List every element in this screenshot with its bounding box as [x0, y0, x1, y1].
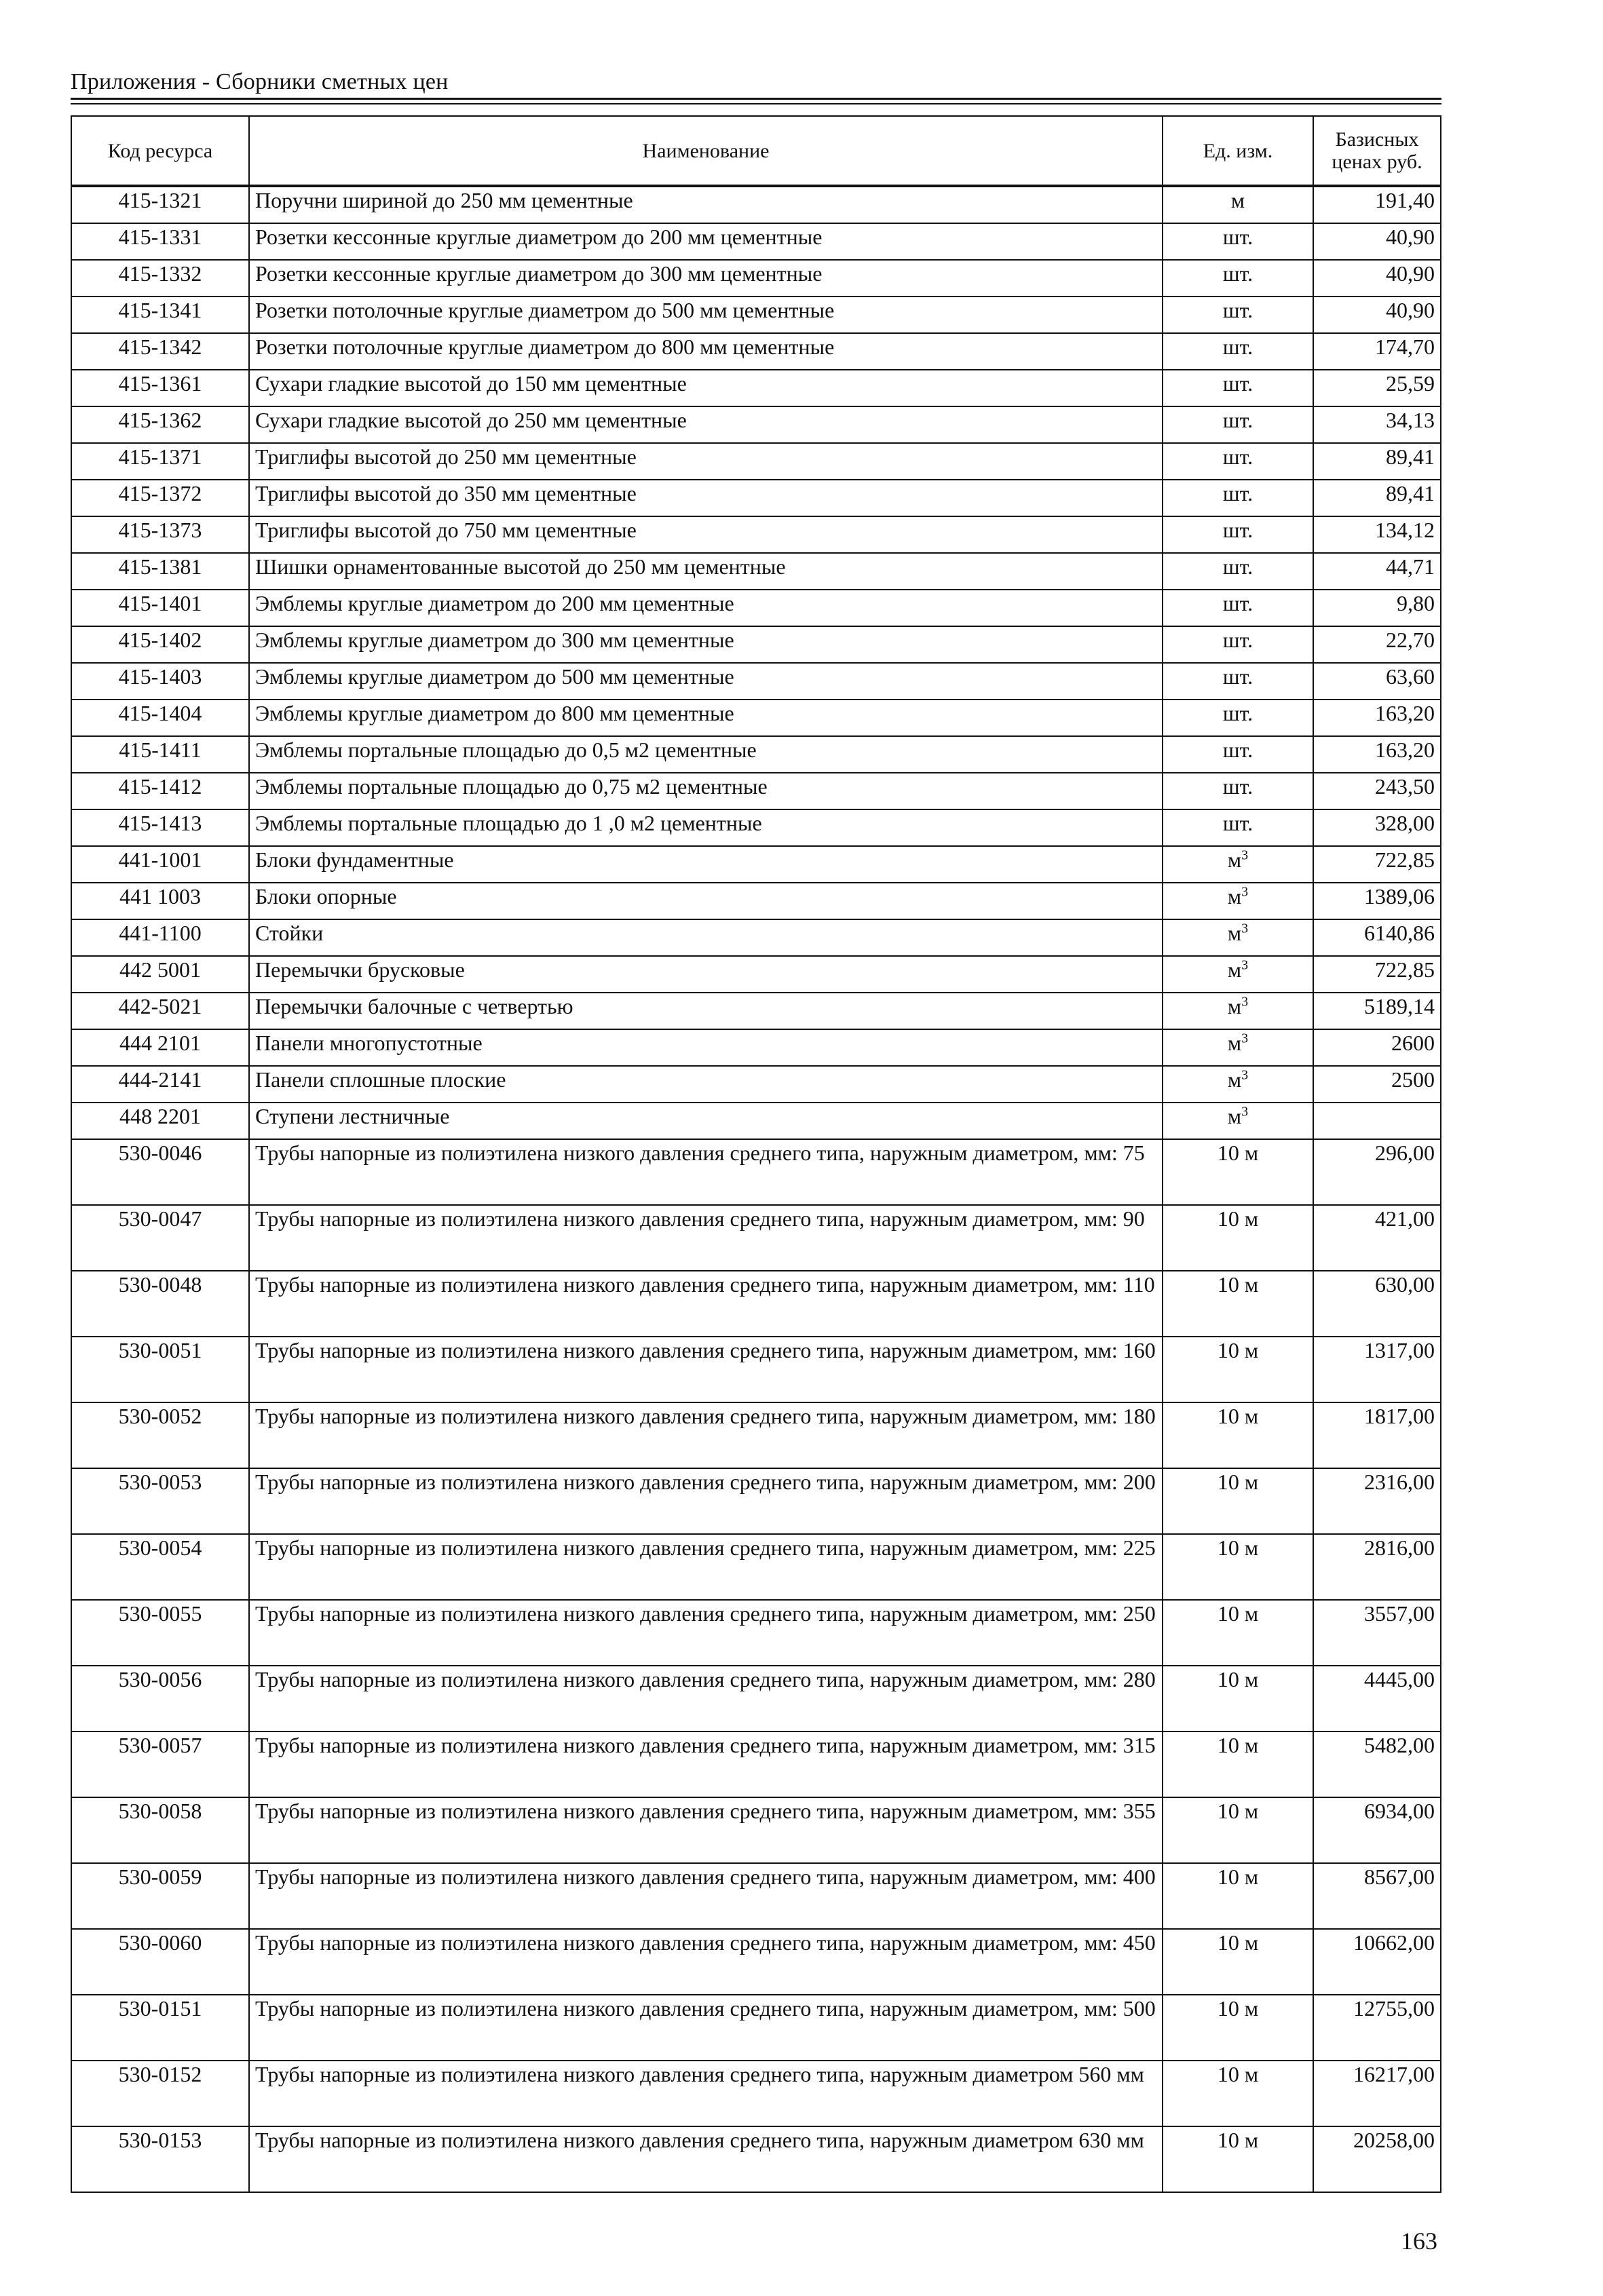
table-row: [71, 1271, 1441, 1337]
unit-cell: [1163, 1600, 1313, 1666]
unit-label: шт.: [1222, 334, 1253, 359]
unit-cell: [1163, 1337, 1313, 1402]
unit-cell: [1163, 406, 1313, 443]
resource-code-cell: 444-2141: [71, 1066, 249, 1103]
table-row: [71, 1103, 1441, 1139]
price-cell: 328,00: [1313, 809, 1441, 846]
item-name-cell: Сухари гладкие высотой до 150 мм цементные: [249, 370, 1163, 406]
table-row: [71, 516, 1441, 553]
item-name-cell: Триглифы высотой до 350 мм цементные: [249, 480, 1163, 516]
price-cell: 1317,00: [1313, 1337, 1441, 1402]
unit-cell: [1163, 590, 1313, 626]
unit-label: 10 м: [1217, 2062, 1259, 2086]
resource-code-cell: 415-1341: [71, 296, 249, 333]
unit-cell: [1163, 2126, 1313, 2192]
item-name-cell: Эмблемы портальные площадью до 0,5 м2 цементные: [249, 736, 1163, 773]
unit-cell: [1163, 1534, 1313, 1600]
unit-cell: [1163, 883, 1313, 919]
table-row: [71, 919, 1441, 956]
resource-code-cell: 415-1413: [71, 809, 249, 846]
unit-label: шт.: [1222, 444, 1253, 469]
item-name-cell: Блоки фундаментные: [249, 846, 1163, 883]
item-name-cell: Розетки кессонные круглые диаметром до 200 мм цементные: [249, 223, 1163, 260]
price-cell: 22,70: [1313, 626, 1441, 663]
unit-cell: [1163, 260, 1313, 296]
price-table: [71, 115, 1441, 2193]
resource-code-cell: 415-1404: [71, 700, 249, 736]
column-header-code: Код ресурса: [71, 116, 249, 186]
item-name-cell: Перемычки балочные с четвертью: [249, 993, 1163, 1029]
item-name-cell: Стойки: [249, 919, 1163, 956]
unit-label: шт.: [1222, 225, 1253, 249]
unit-cell: [1163, 1995, 1313, 2061]
resource-code-cell: 530-0153: [71, 2126, 249, 2192]
unit-superscript: 3: [1241, 1104, 1249, 1120]
resource-code-cell: 441-1100: [71, 919, 249, 956]
table-row: [71, 956, 1441, 993]
resource-code-cell: 415-1331: [71, 223, 249, 260]
item-name-cell: Поручни шириной до 250 мм цементные: [249, 186, 1163, 223]
unit-label: м: [1227, 1104, 1242, 1128]
price-cell: [1313, 1103, 1441, 1139]
unit-cell: [1163, 296, 1313, 333]
table-row: [71, 1929, 1441, 1995]
table-row: [71, 846, 1441, 883]
unit-cell: [1163, 1797, 1313, 1863]
unit-cell: [1163, 1731, 1313, 1797]
table-row: [71, 1468, 1441, 1534]
unit-cell: [1163, 1029, 1313, 1066]
resource-code-cell: 415-1362: [71, 406, 249, 443]
unit-label: 10 м: [1217, 1338, 1259, 1362]
price-cell: 2816,00: [1313, 1534, 1441, 1600]
table-row: [71, 333, 1441, 370]
unit-cell: [1163, 443, 1313, 480]
unit-cell: [1163, 1139, 1313, 1205]
resource-code-cell: 415-1372: [71, 480, 249, 516]
unit-cell: [1163, 186, 1313, 223]
table-row: [71, 700, 1441, 736]
table-row: [71, 1995, 1441, 2061]
price-cell: 6934,00: [1313, 1797, 1441, 1863]
unit-label: 10 м: [1217, 1404, 1259, 1428]
unit-cell: [1163, 1402, 1313, 1468]
unit-superscript: 3: [1241, 847, 1249, 863]
price-cell: 722,85: [1313, 846, 1441, 883]
unit-label: шт.: [1222, 701, 1253, 725]
resource-code-cell: 530-0052: [71, 1402, 249, 1468]
unit-label: м: [1227, 921, 1242, 945]
unit-label: м: [1227, 994, 1242, 1018]
unit-label: 10 м: [1217, 1535, 1259, 1560]
item-name-cell: Эмблемы круглые диаметром до 800 мм цементные: [249, 700, 1163, 736]
unit-label: шт.: [1222, 591, 1253, 615]
resource-code-cell: 530-0057: [71, 1731, 249, 1797]
unit-cell: [1163, 1468, 1313, 1534]
price-cell: 8567,00: [1313, 1863, 1441, 1929]
unit-superscript: 3: [1241, 921, 1249, 936]
item-name-cell: Розетки потолочные круглые диаметром до 800 мм цементные: [249, 333, 1163, 370]
unit-cell: [1163, 626, 1313, 663]
unit-cell: [1163, 809, 1313, 846]
unit-cell: [1163, 1205, 1313, 1271]
resource-code-cell: 441 1003: [71, 883, 249, 919]
item-name-cell: Ступени лестничные: [249, 1103, 1163, 1139]
price-cell: 25,59: [1313, 370, 1441, 406]
item-name-cell: Трубы напорные из полиэтилена низкого давления среднего типа, наружным диаметром, мм: 450: [249, 1929, 1163, 1995]
table-row: [71, 1666, 1441, 1731]
unit-cell: [1163, 516, 1313, 553]
resource-code-cell: 415-1402: [71, 626, 249, 663]
header-rule: [71, 103, 1441, 104]
unit-cell: [1163, 1103, 1313, 1139]
page-number: 163: [1401, 2227, 1437, 2255]
item-name-cell: Трубы напорные из полиэтилена низкого давления среднего типа, наружным диаметром, мм: 90: [249, 1205, 1163, 1271]
price-cell: 134,12: [1313, 516, 1441, 553]
unit-cell: [1163, 223, 1313, 260]
item-name-cell: Трубы напорные из полиэтилена низкого давления среднего типа, наружным диаметром 560 мм: [249, 2061, 1163, 2126]
unit-label: 10 м: [1217, 1601, 1259, 1626]
item-name-cell: Блоки опорные: [249, 883, 1163, 919]
unit-label: м: [1227, 884, 1242, 908]
item-name-cell: Эмблемы круглые диаметром до 500 мм цементные: [249, 663, 1163, 700]
table-row: [71, 260, 1441, 296]
resource-code-cell: 415-1381: [71, 553, 249, 590]
unit-label: 10 м: [1217, 1996, 1259, 2021]
unit-superscript: 3: [1241, 1031, 1249, 1046]
table-row: [71, 1139, 1441, 1205]
unit-label: м: [1227, 1067, 1242, 1092]
table-row: [71, 1797, 1441, 1863]
unit-cell: [1163, 773, 1313, 809]
price-cell: 40,90: [1313, 223, 1441, 260]
table-row: [71, 2126, 1441, 2192]
table-row: [71, 663, 1441, 700]
resource-code-cell: 442 5001: [71, 956, 249, 993]
resource-code-cell: 415-1412: [71, 773, 249, 809]
price-cell: 5482,00: [1313, 1731, 1441, 1797]
price-cell: 89,41: [1313, 480, 1441, 516]
page-header-title: Приложения - Сборники сметных цен: [71, 69, 449, 94]
unit-label: шт.: [1222, 554, 1253, 579]
price-cell: 296,00: [1313, 1139, 1441, 1205]
unit-label: шт.: [1222, 518, 1253, 542]
resource-code-cell: 530-0047: [71, 1205, 249, 1271]
price-cell: 40,90: [1313, 296, 1441, 333]
table-row: [71, 406, 1441, 443]
unit-label: 10 м: [1217, 1864, 1259, 1889]
resource-code-cell: 415-1342: [71, 333, 249, 370]
resource-code-cell: 530-0060: [71, 1929, 249, 1995]
unit-label: шт.: [1222, 774, 1253, 799]
price-cell: 34,13: [1313, 406, 1441, 443]
unit-label: 10 м: [1217, 1799, 1259, 1823]
resource-code-cell: 415-1371: [71, 443, 249, 480]
item-name-cell: Трубы напорные из полиэтилена низкого давления среднего типа, наружным диаметром, мм: 200: [249, 1468, 1163, 1534]
unit-cell: [1163, 370, 1313, 406]
table-row: [71, 993, 1441, 1029]
unit-cell: [1163, 1666, 1313, 1731]
unit-label: 10 м: [1217, 1667, 1259, 1691]
unit-label: м: [1227, 1031, 1242, 1055]
unit-cell: [1163, 736, 1313, 773]
unit-cell: [1163, 1066, 1313, 1103]
resource-code-cell: 444 2101: [71, 1029, 249, 1066]
price-cell: 174,70: [1313, 333, 1441, 370]
resource-code-cell: 441-1001: [71, 846, 249, 883]
column-header-price: Базисных ценах руб.: [1313, 116, 1441, 186]
table-row: [71, 883, 1441, 919]
unit-cell: [1163, 846, 1313, 883]
unit-label: шт.: [1222, 664, 1253, 689]
resource-code-cell: 530-0058: [71, 1797, 249, 1863]
resource-code-cell: 415-1361: [71, 370, 249, 406]
item-name-cell: Трубы напорные из полиэтилена низкого давления среднего типа, наружным диаметром, мм: 250: [249, 1600, 1163, 1666]
resource-code-cell: 530-0051: [71, 1337, 249, 1402]
table-row: [71, 296, 1441, 333]
price-cell: 63,60: [1313, 663, 1441, 700]
unit-label: шт.: [1222, 408, 1253, 432]
price-cell: 2600: [1313, 1029, 1441, 1066]
table-row: [71, 1029, 1441, 1066]
table-header-row: [71, 116, 1441, 186]
price-cell: 191,40: [1313, 186, 1441, 223]
unit-cell: [1163, 919, 1313, 956]
item-name-cell: Трубы напорные из полиэтилена низкого давления среднего типа, наружным диаметром, мм: 355: [249, 1797, 1163, 1863]
table-row: [71, 1337, 1441, 1402]
table-row: [71, 773, 1441, 809]
price-cell: 421,00: [1313, 1205, 1441, 1271]
unit-cell: [1163, 1271, 1313, 1337]
item-name-cell: Розетки кессонные круглые диаметром до 300 мм цементные: [249, 260, 1163, 296]
table-row: [71, 1731, 1441, 1797]
price-cell: 40,90: [1313, 260, 1441, 296]
unit-cell: [1163, 333, 1313, 370]
resource-code-cell: 415-1373: [71, 516, 249, 553]
table-row: [71, 1534, 1441, 1600]
table-row: [71, 626, 1441, 663]
item-name-cell: Розетки потолочные круглые диаметром до 500 мм цементные: [249, 296, 1163, 333]
resource-code-cell: 415-1332: [71, 260, 249, 296]
unit-label: шт.: [1222, 811, 1253, 835]
table-row: [71, 2061, 1441, 2126]
unit-label: шт.: [1222, 298, 1253, 322]
item-name-cell: Трубы напорные из полиэтилена низкого давления среднего типа, наружным диаметром, мм: 180: [249, 1402, 1163, 1468]
resource-code-cell: 530-0056: [71, 1666, 249, 1731]
table-row: [71, 443, 1441, 480]
resource-code-cell: 442-5021: [71, 993, 249, 1029]
price-cell: 1389,06: [1313, 883, 1441, 919]
item-name-cell: Трубы напорные из полиэтилена низкого давления среднего типа, наружным диаметром, мм: 110: [249, 1271, 1163, 1337]
table-row: [71, 186, 1441, 223]
price-cell: 16217,00: [1313, 2061, 1441, 2126]
price-cell: 44,71: [1313, 553, 1441, 590]
price-cell: 2500: [1313, 1066, 1441, 1103]
item-name-cell: Панели сплошные плоские: [249, 1066, 1163, 1103]
item-name-cell: Эмблемы круглые диаметром до 300 мм цементные: [249, 626, 1163, 663]
unit-cell: [1163, 993, 1313, 1029]
table-row: [71, 553, 1441, 590]
item-name-cell: Триглифы высотой до 250 мм цементные: [249, 443, 1163, 480]
item-name-cell: Триглифы высотой до 750 мм цементные: [249, 516, 1163, 553]
unit-superscript: 3: [1241, 884, 1249, 900]
price-cell: 1817,00: [1313, 1402, 1441, 1468]
item-name-cell: Трубы напорные из полиэтилена низкого давления среднего типа, наружным диаметром, мм: 400: [249, 1863, 1163, 1929]
table-row: [71, 1600, 1441, 1666]
resource-code-cell: 530-0151: [71, 1995, 249, 2061]
table-row: [71, 1863, 1441, 1929]
unit-label: м: [1230, 188, 1245, 212]
unit-cell: [1163, 480, 1313, 516]
unit-label: 10 м: [1217, 1206, 1259, 1231]
unit-label: м: [1227, 847, 1242, 872]
item-name-cell: Эмблемы портальные площадью до 1 ,0 м2 цементные: [249, 809, 1163, 846]
item-name-cell: Шишки орнаментованные высотой до 250 мм цементные: [249, 553, 1163, 590]
column-header-unit: Ед. изм.: [1163, 116, 1313, 186]
item-name-cell: Трубы напорные из полиэтилена низкого давления среднего типа, наружным диаметром, мм: 225: [249, 1534, 1163, 1600]
table-row: [71, 1205, 1441, 1271]
item-name-cell: Трубы напорные из полиэтилена низкого давления среднего типа, наружным диаметром, мм: 75: [249, 1139, 1163, 1205]
unit-cell: [1163, 1863, 1313, 1929]
price-cell: 20258,00: [1313, 2126, 1441, 2192]
item-name-cell: Трубы напорные из полиэтилена низкого давления среднего типа, наружным диаметром, мм: 500: [249, 1995, 1163, 2061]
price-cell: 89,41: [1313, 443, 1441, 480]
price-cell: 2316,00: [1313, 1468, 1441, 1534]
price-cell: 5189,14: [1313, 993, 1441, 1029]
table-row: [71, 370, 1441, 406]
item-name-cell: Сухари гладкие высотой до 250 мм цементные: [249, 406, 1163, 443]
price-cell: 243,50: [1313, 773, 1441, 809]
item-name-cell: Трубы напорные из полиэтилена низкого давления среднего типа, наружным диаметром, мм: 160: [249, 1337, 1163, 1402]
unit-label: 10 м: [1217, 1733, 1259, 1757]
price-cell: 10662,00: [1313, 1929, 1441, 1995]
price-cell: 4445,00: [1313, 1666, 1441, 1731]
table-row: [71, 590, 1441, 626]
item-name-cell: Трубы напорные из полиэтилена низкого давления среднего типа, наружным диаметром, мм: 315: [249, 1731, 1163, 1797]
unit-cell: [1163, 553, 1313, 590]
unit-superscript: 3: [1241, 957, 1249, 973]
unit-superscript: 3: [1241, 994, 1249, 1010]
resource-code-cell: 415-1321: [71, 186, 249, 223]
resource-code-cell: 530-0059: [71, 1863, 249, 1929]
unit-cell: [1163, 700, 1313, 736]
item-name-cell: Трубы напорные из полиэтилена низкого давления среднего типа, наружным диаметром, мм: 280: [249, 1666, 1163, 1731]
unit-label: 10 м: [1217, 1141, 1259, 1165]
item-name-cell: Панели многопустотные: [249, 1029, 1163, 1066]
unit-superscript: 3: [1241, 1067, 1249, 1083]
unit-label: 10 м: [1217, 1272, 1259, 1297]
price-cell: 9,80: [1313, 590, 1441, 626]
resource-code-cell: 415-1401: [71, 590, 249, 626]
item-name-cell: Эмблемы круглые диаметром до 200 мм цементные: [249, 590, 1163, 626]
price-cell: 12755,00: [1313, 1995, 1441, 2061]
unit-label: 10 м: [1217, 2128, 1259, 2152]
table-row: [71, 1402, 1441, 1468]
table-row: [71, 480, 1441, 516]
resource-code-cell: 448 2201: [71, 1103, 249, 1139]
price-cell: 6140,86: [1313, 919, 1441, 956]
unit-label: шт.: [1222, 481, 1253, 505]
unit-cell: [1163, 2061, 1313, 2126]
table-row: [71, 809, 1441, 846]
header-rule: [71, 98, 1441, 100]
unit-label: шт.: [1222, 371, 1253, 396]
price-cell: 163,20: [1313, 736, 1441, 773]
table-row: [71, 736, 1441, 773]
resource-code-cell: 530-0053: [71, 1468, 249, 1534]
unit-label: 10 м: [1217, 1470, 1259, 1494]
unit-label: шт.: [1222, 261, 1253, 286]
item-name-cell: Эмблемы портальные площадью до 0,75 м2 цементные: [249, 773, 1163, 809]
resource-code-cell: 530-0046: [71, 1139, 249, 1205]
resource-code-cell: 415-1403: [71, 663, 249, 700]
unit-cell: [1163, 956, 1313, 993]
unit-cell: [1163, 663, 1313, 700]
item-name-cell: Трубы напорные из полиэтилена низкого давления среднего типа, наружным диаметром 630 мм: [249, 2126, 1163, 2192]
table-row: [71, 1066, 1441, 1103]
price-cell: 3557,00: [1313, 1600, 1441, 1666]
unit-label: шт.: [1222, 628, 1253, 652]
table-row: [71, 223, 1441, 260]
table-body: [71, 186, 1441, 2192]
resource-code-cell: 530-0152: [71, 2061, 249, 2126]
price-cell: 163,20: [1313, 700, 1441, 736]
resource-code-cell: 415-1411: [71, 736, 249, 773]
unit-cell: [1163, 1929, 1313, 1995]
resource-code-cell: 530-0048: [71, 1271, 249, 1337]
price-cell: 722,85: [1313, 956, 1441, 993]
unit-label: шт.: [1222, 738, 1253, 762]
item-name-cell: Перемычки брусковые: [249, 956, 1163, 993]
price-cell: 630,00: [1313, 1271, 1441, 1337]
unit-label: 10 м: [1217, 1930, 1259, 1955]
resource-code-cell: 530-0055: [71, 1600, 249, 1666]
resource-code-cell: 530-0054: [71, 1534, 249, 1600]
unit-label: м: [1227, 957, 1242, 982]
column-header-name: Наименование: [249, 116, 1163, 186]
